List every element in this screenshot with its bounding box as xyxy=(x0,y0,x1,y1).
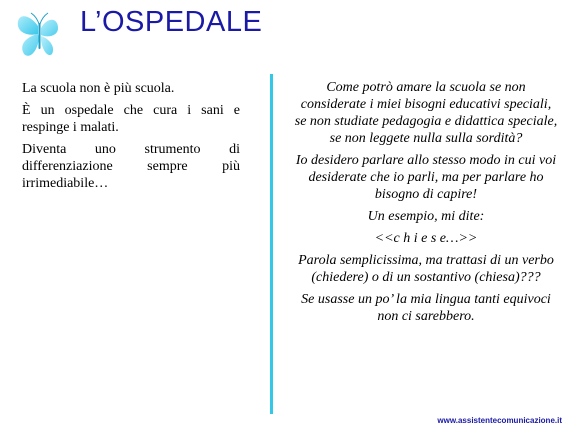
quote-paragraph: Come potrò amare la scuola se non considerate i miei bisogni educativi speciali, se non studiate pedagogia e didattica speciale, se non leggete nulla sulla sordità? xyxy=(294,80,558,146)
butterfly-icon xyxy=(14,8,66,60)
vertical-divider xyxy=(270,74,273,414)
quote-paragraph: Parola semplicissima, ma trattasi di un verbo (chiedere) o di un sostantivo (chiesa)??? xyxy=(298,253,554,285)
right-quote-column xyxy=(294,79,558,330)
left-text-column xyxy=(22,80,240,197)
quote-paragraph: Io desidero parlare allo stesso modo in cui voi desiderate che io parli, ma per parlare ho bisogno di capire! xyxy=(295,153,557,202)
quote-paragraph: <<c h i e s e…>> xyxy=(374,231,478,246)
quote-paragraph: Se usasse un po’ la mia lingua tanti equivoci non ci sarebbero. xyxy=(301,292,551,324)
page-title: L’OSPEDALE xyxy=(80,6,263,38)
left-paragraph: La scuola non è più scuola. xyxy=(22,81,175,96)
left-paragraph: Diventa uno strumento di differenziazione sempre più irrimediabile… xyxy=(22,142,240,191)
quote-paragraph: Un esempio, mi dite: xyxy=(367,209,485,224)
website-link[interactable]: www.assistentecomunicazione.it xyxy=(437,416,562,425)
left-paragraph: È un ospedale che cura i sani e respinge i malati. xyxy=(22,103,240,135)
